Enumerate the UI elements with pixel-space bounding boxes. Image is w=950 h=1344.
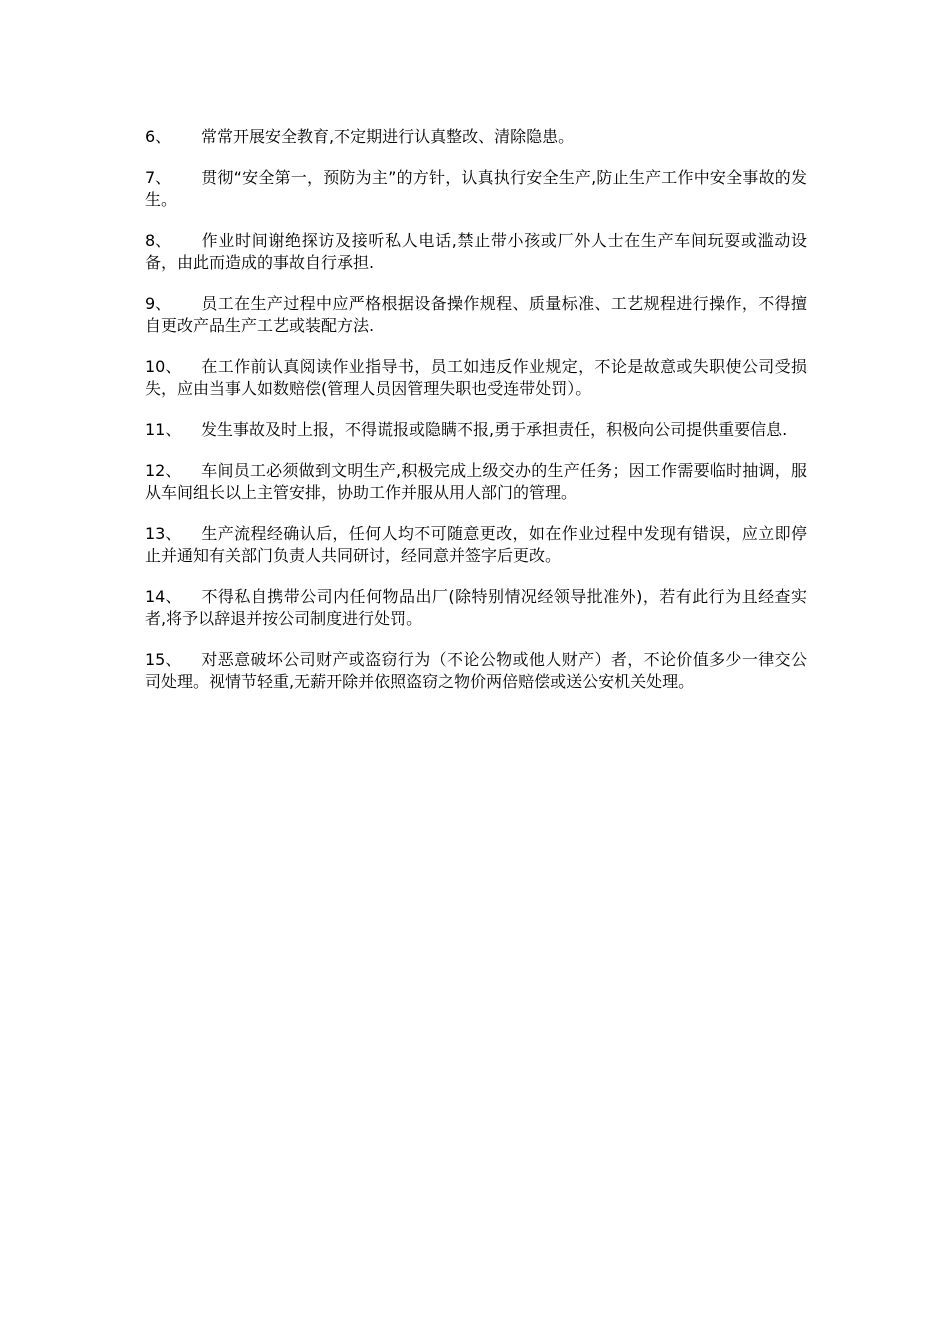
rule-number: 15、 bbox=[145, 650, 182, 669]
rule-text: 生产流程经确认后，任何人均不可随意更改，如在作业过程中发现有错误，应立即停止并通知有关部门负责人共同研讨，经同意并签字后更改。 bbox=[145, 524, 807, 565]
rule-item bbox=[145, 523, 807, 567]
rule-item bbox=[145, 649, 807, 693]
rule-item bbox=[145, 586, 807, 630]
rule-item bbox=[145, 460, 807, 504]
rule-text: 发生事故及时上报，不得谎报或隐瞒不报,勇于承担责任，积极向公司提供重要信息. bbox=[201, 420, 788, 439]
rule-number: 7、 bbox=[145, 168, 172, 187]
rule-number: 13、 bbox=[145, 524, 182, 543]
rule-text: 对恶意破坏公司财产或盗窃行为（不论公物或他人财产）者，不论价值多少一律交公司处理。视情节轻重,无薪开除并依照盗窃之物价两倍赔偿或送公安机关处理。 bbox=[145, 650, 807, 691]
rule-number: 8、 bbox=[145, 231, 172, 250]
rule-item bbox=[145, 293, 807, 337]
rule-item bbox=[145, 230, 807, 274]
rule-number: 6、 bbox=[145, 127, 172, 146]
rule-text: 车间员工必须做到文明生产,积极完成上级交办的生产任务；因工作需要临时抽调，服从车间组长以上主管安排，协助工作并服从用人部门的管理。 bbox=[145, 461, 807, 502]
rule-number: 11、 bbox=[145, 420, 182, 439]
rule-number: 9、 bbox=[145, 294, 172, 313]
rule-text: 不得私自携带公司内任何物品出厂(除特别情况经领导批准外)，若有此行为且经查实者,将予以辞退并按公司制度进行处罚。 bbox=[145, 587, 807, 628]
rule-text: 员工在生产过程中应严格根据设备操作规程、质量标准、工艺规程进行操作，不得擅自更改产品生产工艺或装配方法. bbox=[145, 294, 807, 335]
rule-item bbox=[145, 167, 807, 211]
rule-item bbox=[145, 419, 807, 441]
rule-text: 贯彻“安全第一，预防为主”的方针，认真执行安全生产,防止生产工作中安全事故的发生。 bbox=[145, 168, 807, 209]
rule-item bbox=[145, 356, 807, 400]
rule-text: 在工作前认真阅读作业指导书，员工如违反作业规定，不论是故意或失职使公司受损失，应由当事人如数赔偿(管理人员因管理失职也受连带处罚）。 bbox=[145, 357, 807, 398]
rule-number: 10、 bbox=[145, 357, 182, 376]
rule-number: 12、 bbox=[145, 461, 182, 480]
rule-text: 常常开展安全教育,不定期进行认真整改、清除隐患。 bbox=[201, 127, 575, 146]
rule-number: 14、 bbox=[145, 587, 182, 606]
rule-item bbox=[145, 126, 807, 148]
rules-list bbox=[145, 126, 807, 712]
rule-text: 作业时间谢绝探访及接听私人电话,禁止带小孩或厂外人士在生产车间玩耍或滥动设备，由此而造成的事故自行承担. bbox=[145, 231, 807, 272]
